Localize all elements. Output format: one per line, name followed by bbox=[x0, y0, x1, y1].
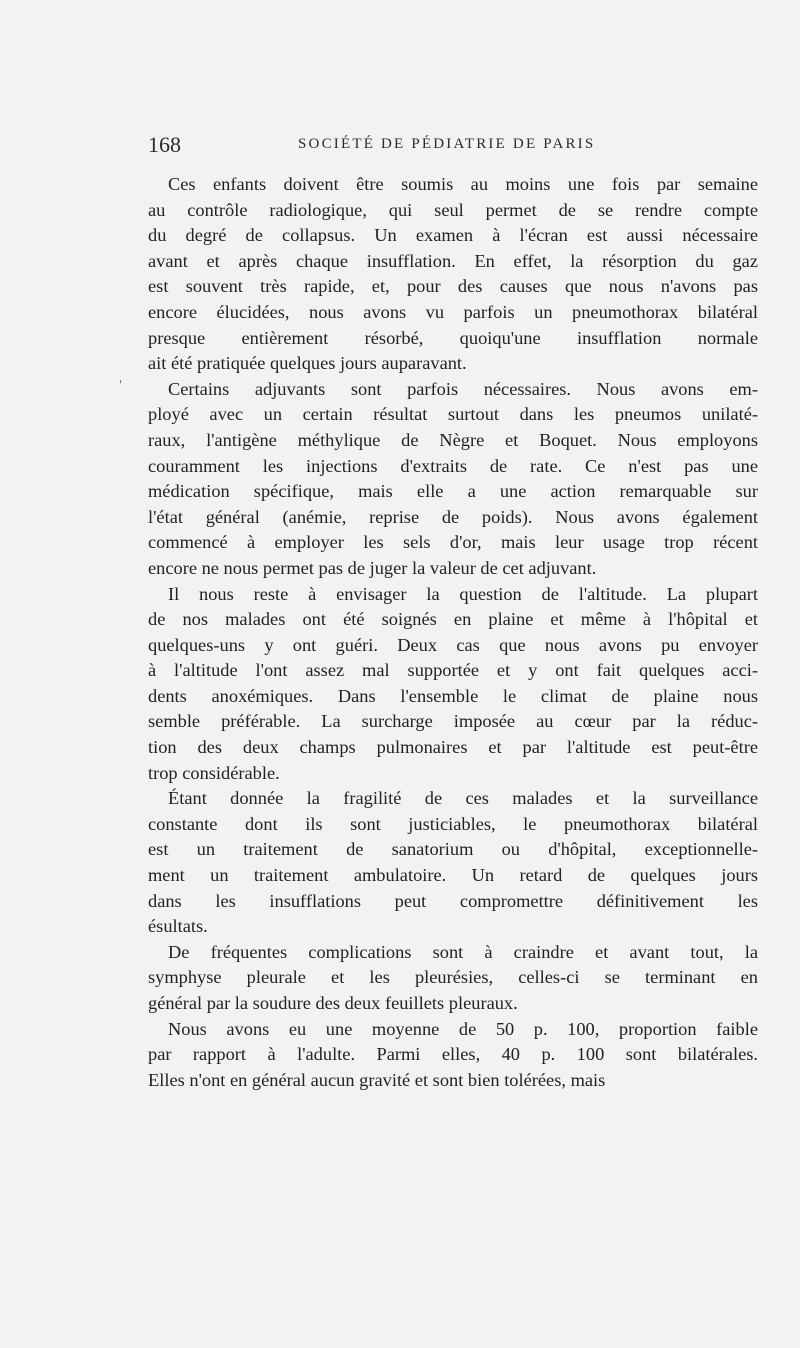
text-line: est un traitement de sanatorium ou d'hôpital, exceptionnelle- bbox=[148, 839, 758, 860]
text-line: constante dont ils sont justiciables, le pneumothorax bilatéral bbox=[148, 813, 758, 834]
text-line: dents anoxémiques. Dans l'ensemble le climat de plaine nous bbox=[148, 685, 758, 706]
text-line: ait été pratiquée quelques jours auparavant. bbox=[148, 353, 467, 374]
text-line: Certains adjuvants sont parfois nécessaires. Nous avons em- bbox=[168, 378, 758, 399]
text-line: au contrôle radiologique, qui seul permet de se rendre compte bbox=[148, 199, 758, 220]
text-line: semble préférable. La surcharge imposée au cœur par la réduc- bbox=[148, 711, 758, 732]
text-line: l'état général (anémie, reprise de poids). Nous avons également bbox=[148, 506, 758, 527]
page-header bbox=[148, 132, 758, 158]
paragraph bbox=[148, 786, 758, 940]
text-line: de nos malades ont été soignés en plaine et même à l'hôpital et bbox=[148, 609, 758, 630]
paragraph bbox=[148, 172, 758, 377]
running-title: SOCIÉTÉ DE PÉDIATRIE DE PARIS bbox=[298, 136, 596, 152]
text-line: presque entièrement résorbé, quoiqu'une insufflation normale bbox=[148, 327, 758, 348]
text-line: ment un traitement ambulatoire. Un retard de quelques jours bbox=[148, 865, 758, 886]
text-line: Elles n'ont en général aucun gravité et sont bien tolérées, mais bbox=[148, 1069, 606, 1090]
paragraph bbox=[148, 940, 758, 1017]
text-line: du degré de collapsus. Un examen à l'écran est aussi nécessaire bbox=[148, 225, 758, 246]
text-line: encore élucidées, nous avons vu parfois un pneumothorax bilatéral bbox=[148, 301, 758, 322]
text-line: De fréquentes complications sont à craindre et avant tout, la bbox=[168, 941, 758, 962]
text-line: encore ne nous permet pas de juger la valeur de cet adjuvant. bbox=[148, 557, 597, 578]
text-line: général par la soudure des deux feuillets pleuraux. bbox=[148, 993, 518, 1013]
margin-mark: ' bbox=[119, 378, 123, 392]
paragraph bbox=[148, 1017, 758, 1094]
paragraph bbox=[148, 582, 758, 787]
text-line: dans les insufflations peut compromettre définitivement les bbox=[148, 890, 758, 911]
text-line: Nous avons eu une moyenne de 50 p. 100, proportion faible bbox=[168, 1018, 758, 1039]
text-line: est souvent très rapide, et, pour des causes que nous n'avons pas bbox=[148, 276, 758, 297]
page-number: 168 bbox=[148, 132, 181, 157]
text-line: trop considérable. bbox=[148, 762, 280, 783]
text-line: Il nous reste à envisager la question de l'altitude. La plupart bbox=[168, 583, 758, 604]
text-line: avant et après chaque insufflation. En effet, la résorption du gaz bbox=[148, 250, 758, 271]
text-line: commencé à employer les sels d'or, mais leur usage trop récent bbox=[148, 532, 758, 553]
text-line: Étant donnée la fragilité de ces malades et la surveillance bbox=[168, 788, 758, 809]
text-line: raux, l'antigène méthylique de Nègre et Boquet. Nous employons bbox=[148, 429, 758, 450]
text-line: symphyse pleurale et les pleurésies, celles-ci se terminant en bbox=[148, 967, 758, 988]
paragraph bbox=[148, 377, 758, 582]
body-text bbox=[148, 172, 758, 1093]
text-line: couramment les injections d'extraits de rate. Ce n'est pas une bbox=[148, 455, 758, 476]
text-line: à l'altitude l'ont assez mal supportée et y ont fait quelques acci- bbox=[148, 660, 758, 681]
text-line: tion des deux champs pulmonaires et par l'altitude est peut-être bbox=[148, 737, 758, 758]
text-line: médication spécifique, mais elle a une action remarquable sur bbox=[148, 481, 758, 502]
text-line: ployé avec un certain résultat surtout dans les pneumos unilaté- bbox=[148, 404, 758, 425]
text-line: Ces enfants doivent être soumis au moins une fois par semaine bbox=[168, 174, 758, 194]
text-line: par rapport à l'adulte. Parmi elles, 40 p. 100 sont bilatérales. bbox=[148, 1044, 758, 1065]
text-line: quelques-uns y ont guéri. Deux cas que nous avons pu envoyer bbox=[148, 634, 758, 655]
text-line: ésultats. bbox=[148, 916, 208, 937]
